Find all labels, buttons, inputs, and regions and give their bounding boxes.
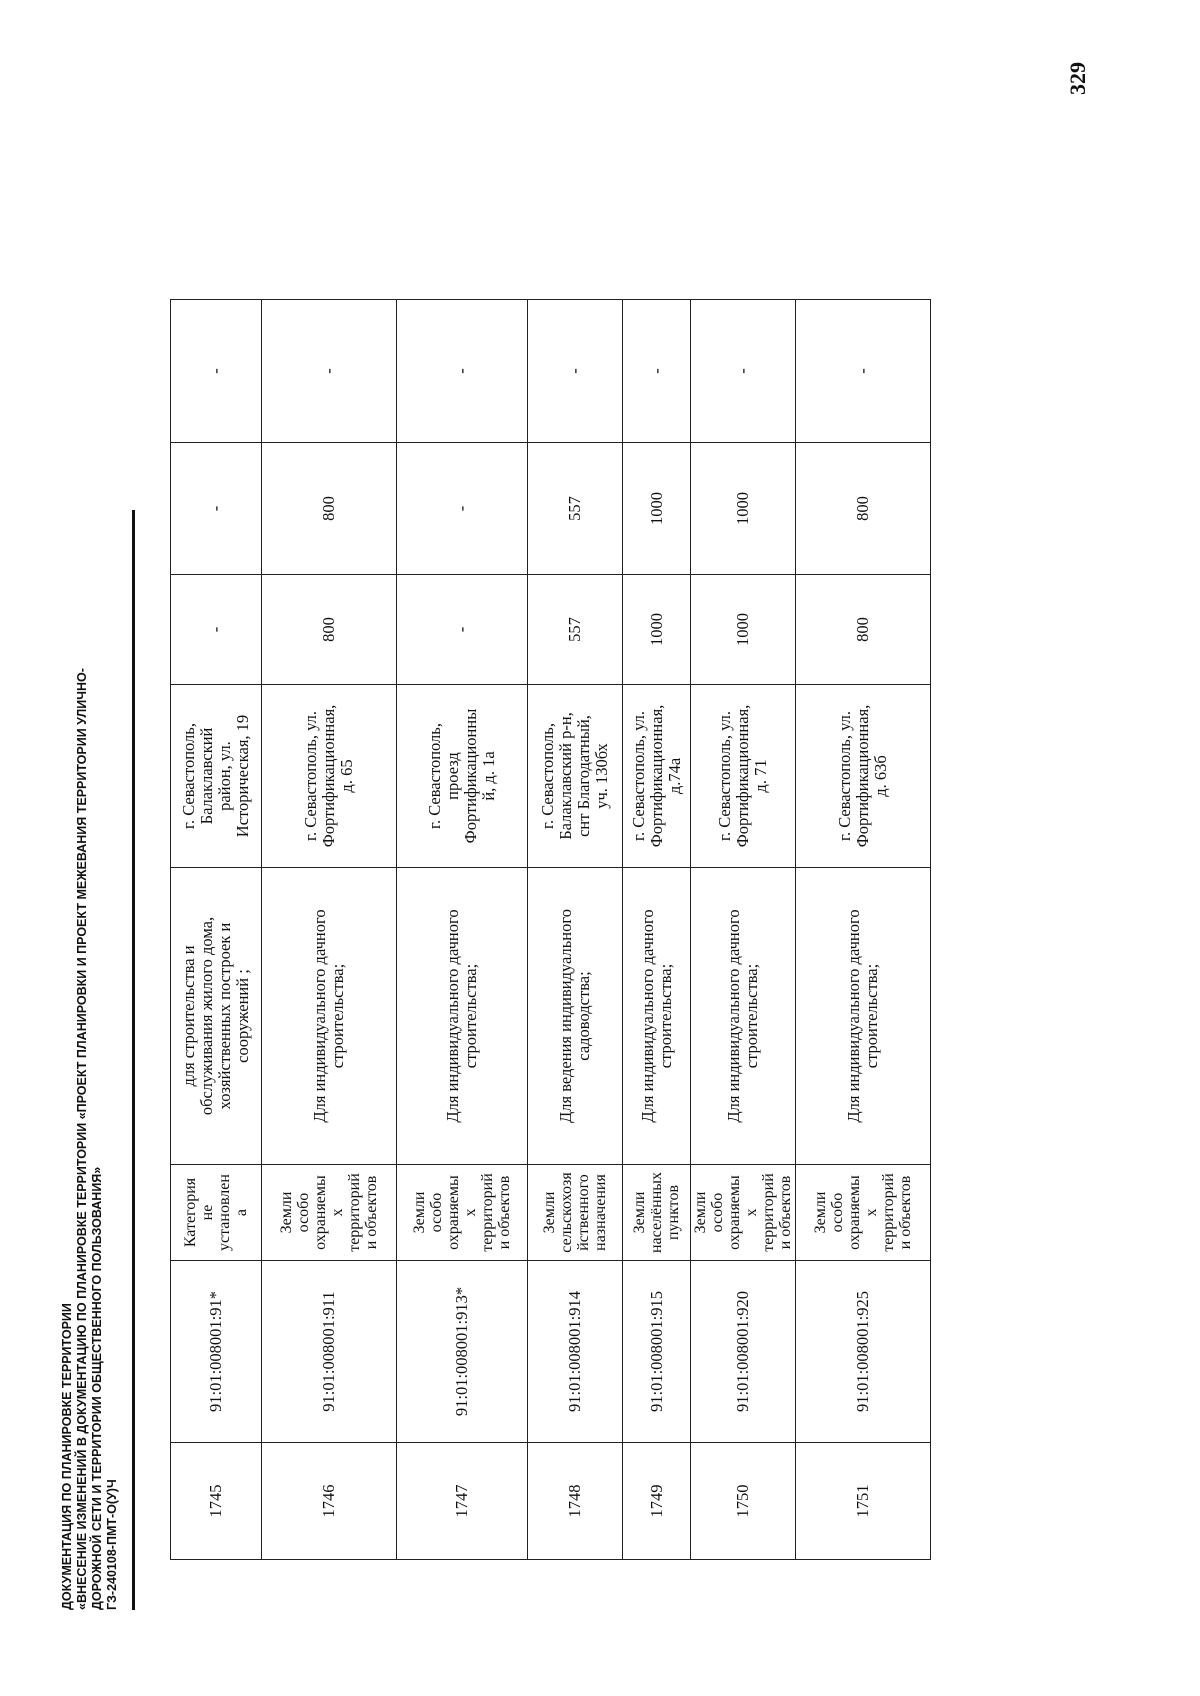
land-category-cell-line: х: [329, 1208, 346, 1217]
permitted-use-cell: [528, 868, 623, 1165]
table-row: [796, 300, 931, 1560]
address-cell-line: г. Севастополь, ул.: [301, 711, 320, 841]
address-cell: [397, 685, 528, 868]
area-cell: -: [171, 575, 262, 685]
land-category-cell-line: йственного: [575, 1174, 592, 1251]
land-category-cell-line: охраняемы: [312, 1175, 329, 1250]
header-rule: [132, 510, 135, 1610]
permitted-use-cell: [262, 868, 397, 1165]
address-cell-line: уч. 130бх: [592, 743, 611, 809]
land-category-cell-line: особо: [295, 1192, 312, 1233]
land-category-cell-line: и объектов: [363, 1175, 380, 1250]
area-cell: 800: [262, 443, 397, 575]
land-category-cell-line: территорий: [760, 1173, 777, 1252]
header-line: ГЗ-240108-ПМТ-О(У)Ч: [105, 1479, 119, 1610]
permitted-use-cell: [623, 868, 691, 1165]
address-cell-line: г. Севастополь, ул.: [628, 711, 648, 841]
permitted-use-cell: [691, 868, 796, 1165]
parcels-table: [170, 299, 931, 1560]
land-category-cell-line: особо: [829, 1192, 846, 1233]
address-cell-line: Фортификационная,: [853, 704, 872, 848]
area-cell: 800: [796, 443, 931, 575]
permitted-use-cell-line: строительства;: [742, 963, 761, 1069]
land-category-cell-line: сельскохозя: [558, 1172, 575, 1253]
land-category-cell-line: Земли: [631, 1191, 648, 1234]
address-cell: [262, 685, 397, 868]
table-row: [171, 300, 262, 1560]
address-cell-line: Фортификационны: [461, 708, 480, 844]
area-cell: -: [528, 300, 623, 443]
area-cell: 1000: [691, 443, 796, 575]
address-cell-line: д. 63б: [871, 755, 890, 797]
address-cell: [171, 685, 262, 868]
permitted-use-cell-line: строительства;: [862, 963, 881, 1069]
address-cell-line: район, ул.: [215, 741, 234, 811]
row-number-cell: 1745: [171, 1443, 262, 1560]
row-number-cell: 1749: [623, 1443, 691, 1560]
land-category-cell-line: не: [199, 1204, 216, 1221]
permitted-use-cell-line: для строительства и: [179, 945, 198, 1087]
area-cell: 1000: [691, 575, 796, 685]
cadastral-number-cell: 91:01:008001:91*: [171, 1261, 262, 1443]
land-category-cell: [691, 1165, 796, 1261]
row-number-cell: 1748: [528, 1443, 623, 1560]
area-cell: -: [397, 443, 528, 575]
row-number-cell: 1747: [397, 1443, 528, 1560]
permitted-use-cell: [397, 868, 528, 1165]
address-cell-line: г. Севастополь,: [425, 723, 444, 829]
area-cell: -: [691, 300, 796, 443]
table-row: [691, 300, 796, 1560]
address-cell-line: Фортификационная,: [646, 704, 666, 848]
address-cell-line: Фортификационная,: [319, 704, 338, 848]
land-category-cell-line: и объектов: [777, 1175, 794, 1250]
cadastral-number-cell: 91:01:008001:913*: [397, 1261, 528, 1443]
land-category-cell-line: территорий: [479, 1173, 496, 1252]
address-cell-line: Фортификационная,: [733, 704, 752, 848]
permitted-use-cell-line: хозяйственных построек и: [215, 922, 234, 1110]
cadastral-number-cell: 91:01:008001:925: [796, 1261, 931, 1443]
address-cell-line: й, д. 1а: [479, 751, 498, 801]
land-category-cell: [262, 1165, 397, 1261]
area-cell: -: [796, 300, 931, 443]
address-cell: [691, 685, 796, 868]
permitted-use-cell: [796, 868, 931, 1165]
land-category-cell-line: установлен: [216, 1174, 233, 1251]
land-category-cell-line: а: [233, 1208, 250, 1217]
land-category-cell: [796, 1165, 931, 1261]
land-category-cell-line: территорий: [880, 1173, 897, 1252]
area-cell: 557: [528, 443, 623, 575]
row-number-cell: 1746: [262, 1443, 397, 1560]
address-cell: [623, 685, 691, 868]
parcels-table-wrap: [170, 299, 931, 1560]
address-cell-line: г. Севастополь,: [179, 723, 198, 829]
address-cell: [528, 685, 623, 868]
cadastral-number-cell: 91:01:008001:920: [691, 1261, 796, 1443]
table-row: [397, 300, 528, 1560]
permitted-use-cell: [171, 868, 262, 1165]
permitted-use-cell-line: Для индивидуального дачного: [310, 909, 329, 1123]
area-cell: -: [262, 300, 397, 443]
header-line: ДОКУМЕНТАЦИЯ ПО ПЛАНИРОВКЕ ТЕРРИТОРИИ: [60, 1303, 74, 1610]
permitted-use-cell-line: строительства;: [655, 963, 675, 1069]
area-cell: 1000: [623, 575, 691, 685]
table-row: [623, 300, 691, 1560]
area-cell: -: [171, 300, 262, 443]
land-category-cell-line: пунктов: [665, 1184, 682, 1241]
cadastral-number-cell: 91:01:008001:915: [623, 1261, 691, 1443]
area-cell: -: [397, 300, 528, 443]
cadastral-number-cell: 91:01:008001:914: [528, 1261, 623, 1443]
address-cell-line: Балаклавский р-н,: [556, 712, 575, 840]
land-category-cell: [528, 1165, 623, 1261]
address-cell-line: г. Севастополь, ул.: [835, 711, 854, 841]
address-cell-line: г. Севастополь,: [538, 723, 557, 829]
permitted-use-cell-line: строительства;: [461, 963, 480, 1069]
permitted-use-cell-line: Для ведения индивидуального: [556, 909, 575, 1123]
permitted-use-cell-line: обслуживания жилого дома,: [197, 916, 216, 1116]
page-number: 329: [1065, 62, 1090, 95]
area-cell: 1000: [623, 443, 691, 575]
table-row: [528, 300, 623, 1560]
land-category-cell-line: населённых: [648, 1171, 665, 1254]
header-line: ДОРОЖНОЙ СЕТИ И ТЕРРИТОРИИ ОБЩЕСТВЕННОГО ПОЛЬЗОВАНИЯ»: [90, 1166, 104, 1610]
document-header: [60, 310, 120, 1610]
land-category-cell: [171, 1165, 262, 1261]
rotated-page: [60, 140, 1060, 1610]
permitted-use-cell-line: сооружений ;: [233, 969, 252, 1063]
address-cell-line: г. Севастополь, ул.: [715, 711, 734, 841]
land-category-cell-line: особо: [709, 1192, 726, 1233]
permitted-use-cell-line: Для индивидуального дачного: [443, 909, 462, 1123]
permitted-use-cell-line: Для индивидуального дачного: [637, 909, 657, 1123]
land-category-cell-line: х: [743, 1208, 760, 1217]
land-category-cell-line: территорий: [346, 1173, 363, 1252]
land-category-cell-line: Категория: [182, 1177, 199, 1248]
address-cell-line: д. 65: [337, 759, 356, 793]
land-category-cell-line: Земли: [411, 1191, 428, 1234]
address-cell-line: д.74а: [664, 757, 684, 795]
area-cell: -: [397, 575, 528, 685]
address-cell-line: снт Благодатный,: [574, 715, 593, 837]
row-number-cell: 1750: [691, 1443, 796, 1560]
area-cell: 800: [262, 575, 397, 685]
permitted-use-cell-line: Для индивидуального дачного: [844, 909, 863, 1123]
land-category-cell-line: и объектов: [496, 1175, 513, 1250]
address-cell-line: д. 71: [751, 759, 770, 793]
cadastral-number-cell: 91:01:008001:911: [262, 1261, 397, 1443]
address-cell-line: Балаклавский: [197, 727, 216, 825]
area-cell: -: [623, 300, 691, 443]
land-category-cell-line: назначения: [592, 1174, 609, 1251]
permitted-use-cell-line: строительства;: [328, 963, 347, 1069]
permitted-use-cell-line: садоводства;: [574, 971, 593, 1061]
address-cell-line: Историческая, 19: [233, 714, 252, 838]
land-category-cell-line: Земли: [692, 1191, 709, 1234]
land-category-cell: [397, 1165, 528, 1261]
table-row: [262, 300, 397, 1560]
land-category-cell-line: охраняемы: [726, 1175, 743, 1250]
land-category-cell-line: Земли: [541, 1191, 558, 1234]
address-cell-line: проезд: [443, 752, 462, 800]
land-category-cell-line: особо: [428, 1192, 445, 1233]
area-cell: 800: [796, 575, 931, 685]
land-category-cell-line: охраняемы: [445, 1175, 462, 1250]
area-cell: -: [171, 443, 262, 575]
land-category-cell-line: охраняемы: [846, 1175, 863, 1250]
land-category-cell-line: Земли: [812, 1191, 829, 1234]
address-cell: [796, 685, 931, 868]
land-category-cell-line: и объектов: [897, 1175, 914, 1250]
row-number-cell: 1751: [796, 1443, 931, 1560]
header-line: «ВНЕСЕНИЕ ИЗМЕНЕНИЙ В ДОКУМЕНТАЦИЮ ПО ПЛАНИРОВКЕ ТЕРРИТОРИИ «ПРОЕКТ ПЛАНИРОВКИ И ПРОЕКТ МЕЖЕВАНИЯ ТЕРРИТОРИИ УЛИЧНО-: [75, 668, 89, 1610]
permitted-use-cell-line: Для индивидуального дачного: [724, 909, 743, 1123]
land-category-cell-line: х: [462, 1208, 479, 1217]
area-cell: 557: [528, 575, 623, 685]
land-category-cell-line: Земли: [278, 1191, 295, 1234]
land-category-cell: [623, 1165, 691, 1261]
land-category-cell-line: х: [863, 1208, 880, 1217]
